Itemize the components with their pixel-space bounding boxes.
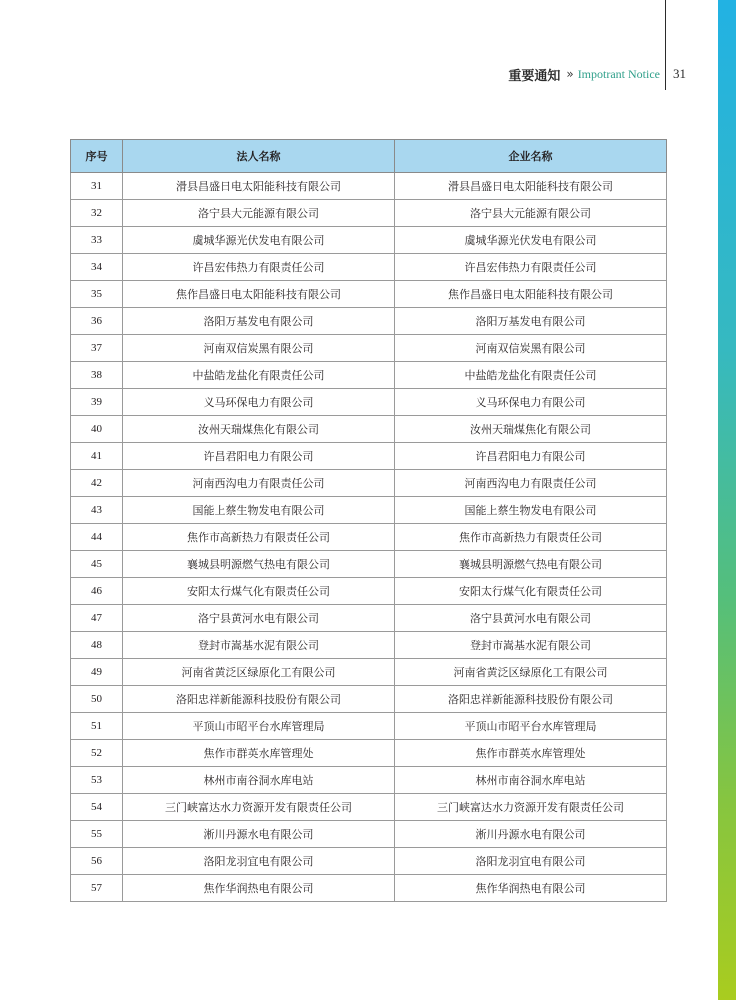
legal-name-cell: 许昌君阳电力有限公司	[123, 443, 395, 470]
row-index: 33	[71, 227, 123, 254]
table-row	[71, 659, 667, 686]
row-index: 50	[71, 686, 123, 713]
row-index: 55	[71, 821, 123, 848]
table-row	[71, 713, 667, 740]
legal-name-cell: 河南省黄泛区绿原化工有限公司	[123, 659, 395, 686]
row-index: 32	[71, 200, 123, 227]
legal-name-cell: 洛宁县黄河水电有限公司	[123, 605, 395, 632]
table-row	[71, 767, 667, 794]
company-table	[70, 139, 667, 902]
row-index: 48	[71, 632, 123, 659]
table-row	[71, 254, 667, 281]
table-row	[71, 173, 667, 200]
legal-name-cell: 襄城县明源燃气热电有限公司	[123, 551, 395, 578]
table-row	[71, 524, 667, 551]
legal-name-cell: 焦作昌盛日电太阳能科技有限公司	[123, 281, 395, 308]
row-index: 41	[71, 443, 123, 470]
row-index: 36	[71, 308, 123, 335]
column-header-legal-name: 法人名称	[123, 140, 395, 173]
company-name-cell: 洛宁县黄河水电有限公司	[395, 605, 667, 632]
section-title: 重要通知	[508, 68, 561, 84]
row-index: 52	[71, 740, 123, 767]
table-row	[71, 578, 667, 605]
company-name-cell: 虞城华源光伏发电有限公司	[395, 227, 667, 254]
decorative-side-bar	[718, 0, 736, 1000]
row-index: 44	[71, 524, 123, 551]
company-name-cell: 平顶山市昭平台水库管理局	[395, 713, 667, 740]
table-row	[71, 470, 667, 497]
legal-name-cell: 河南西沟电力有限责任公司	[123, 470, 395, 497]
company-name-cell: 登封市嵩基水泥有限公司	[395, 632, 667, 659]
company-name-cell: 洛阳忠祥新能源科技股份有限公司	[395, 686, 667, 713]
row-index: 57	[71, 875, 123, 902]
company-name-cell: 国能上蔡生物发电有限公司	[395, 497, 667, 524]
table-row	[71, 416, 667, 443]
table-row	[71, 497, 667, 524]
company-name-cell: 许昌宏伟热力有限责任公司	[395, 254, 667, 281]
legal-name-cell: 林州市南谷洞水库电站	[123, 767, 395, 794]
row-index: 54	[71, 794, 123, 821]
company-name-cell: 焦作昌盛日电太阳能科技有限公司	[395, 281, 667, 308]
legal-name-cell: 焦作华润热电有限公司	[123, 875, 395, 902]
row-index: 31	[71, 173, 123, 200]
legal-name-cell: 虞城华源光伏发电有限公司	[123, 227, 395, 254]
company-name-cell: 许昌君阳电力有限公司	[395, 443, 667, 470]
column-header-index: 序号	[71, 140, 123, 173]
table-row	[71, 200, 667, 227]
row-index: 56	[71, 848, 123, 875]
row-index: 34	[71, 254, 123, 281]
company-name-cell: 焦作华润热电有限公司	[395, 875, 667, 902]
legal-name-cell: 焦作市高新热力有限责任公司	[123, 524, 395, 551]
row-index: 37	[71, 335, 123, 362]
chevron-right-icon: »	[566, 67, 574, 81]
company-name-cell: 襄城县明源燃气热电有限公司	[395, 551, 667, 578]
company-name-cell: 焦作市群英水库管理处	[395, 740, 667, 767]
company-name-cell: 河南双信炭黑有限公司	[395, 335, 667, 362]
company-name-cell: 汝州天瑞煤焦化有限公司	[395, 416, 667, 443]
legal-name-cell: 滑县昌盛日电太阳能科技有限公司	[123, 173, 395, 200]
table-row	[71, 551, 667, 578]
legal-name-cell: 焦作市群英水库管理处	[123, 740, 395, 767]
table-row	[71, 686, 667, 713]
legal-name-cell: 三门峡富达水力资源开发有限责任公司	[123, 794, 395, 821]
row-index: 49	[71, 659, 123, 686]
legal-name-cell: 登封市嵩基水泥有限公司	[123, 632, 395, 659]
table-row	[71, 281, 667, 308]
table-header-row	[71, 140, 667, 173]
row-index: 45	[71, 551, 123, 578]
company-name-cell: 焦作市高新热力有限责任公司	[395, 524, 667, 551]
legal-name-cell: 国能上蔡生物发电有限公司	[123, 497, 395, 524]
section-title-en: Impotrant Notice	[577, 66, 660, 81]
legal-name-cell: 汝州天瑞煤焦化有限公司	[123, 416, 395, 443]
table-row	[71, 794, 667, 821]
legal-name-cell: 洛阳忠祥新能源科技股份有限公司	[123, 686, 395, 713]
legal-name-cell: 义马环保电力有限公司	[123, 389, 395, 416]
company-name-cell: 洛宁县大元能源有限公司	[395, 200, 667, 227]
company-name-cell: 中盐皓龙盐化有限责任公司	[395, 362, 667, 389]
table-row	[71, 632, 667, 659]
company-name-cell: 义马环保电力有限公司	[395, 389, 667, 416]
page-number: 31	[673, 66, 686, 81]
company-name-cell: 河南省黄泛区绿原化工有限公司	[395, 659, 667, 686]
row-index: 43	[71, 497, 123, 524]
column-header-company-name: 企业名称	[395, 140, 667, 173]
legal-name-cell: 洛宁县大元能源有限公司	[123, 200, 395, 227]
company-name-cell: 林州市南谷洞水库电站	[395, 767, 667, 794]
table-row	[71, 443, 667, 470]
row-index: 51	[71, 713, 123, 740]
row-index: 42	[71, 470, 123, 497]
company-name-cell: 滑县昌盛日电太阳能科技有限公司	[395, 173, 667, 200]
company-name-cell: 安阳太行煤气化有限责任公司	[395, 578, 667, 605]
legal-name-cell: 洛阳龙羽宜电有限公司	[123, 848, 395, 875]
legal-name-cell: 安阳太行煤气化有限责任公司	[123, 578, 395, 605]
legal-name-cell: 平顶山市昭平台水库管理局	[123, 713, 395, 740]
table-row	[71, 362, 667, 389]
company-name-cell: 三门峡富达水力资源开发有限责任公司	[395, 794, 667, 821]
company-name-cell: 洛阳万基发电有限公司	[395, 308, 667, 335]
table-row	[71, 740, 667, 767]
table-row	[71, 821, 667, 848]
legal-name-cell: 淅川丹源水电有限公司	[123, 821, 395, 848]
table-row	[71, 227, 667, 254]
row-index: 53	[71, 767, 123, 794]
table-body	[71, 173, 667, 902]
table-row	[71, 389, 667, 416]
row-index: 47	[71, 605, 123, 632]
legal-name-cell: 洛阳万基发电有限公司	[123, 308, 395, 335]
row-index: 39	[71, 389, 123, 416]
legal-name-cell: 河南双信炭黑有限公司	[123, 335, 395, 362]
row-index: 38	[71, 362, 123, 389]
table-row	[71, 848, 667, 875]
table-row	[71, 308, 667, 335]
company-name-cell: 洛阳龙羽宜电有限公司	[395, 848, 667, 875]
row-index: 35	[71, 281, 123, 308]
table-row	[71, 875, 667, 902]
header-divider	[665, 0, 666, 90]
legal-name-cell: 许昌宏伟热力有限责任公司	[123, 254, 395, 281]
page-header	[440, 64, 660, 84]
row-index: 40	[71, 416, 123, 443]
company-name-cell: 淅川丹源水电有限公司	[395, 821, 667, 848]
table-row	[71, 335, 667, 362]
company-name-cell: 河南西沟电力有限责任公司	[395, 470, 667, 497]
table-row	[71, 605, 667, 632]
legal-name-cell: 中盐皓龙盐化有限责任公司	[123, 362, 395, 389]
row-index: 46	[71, 578, 123, 605]
